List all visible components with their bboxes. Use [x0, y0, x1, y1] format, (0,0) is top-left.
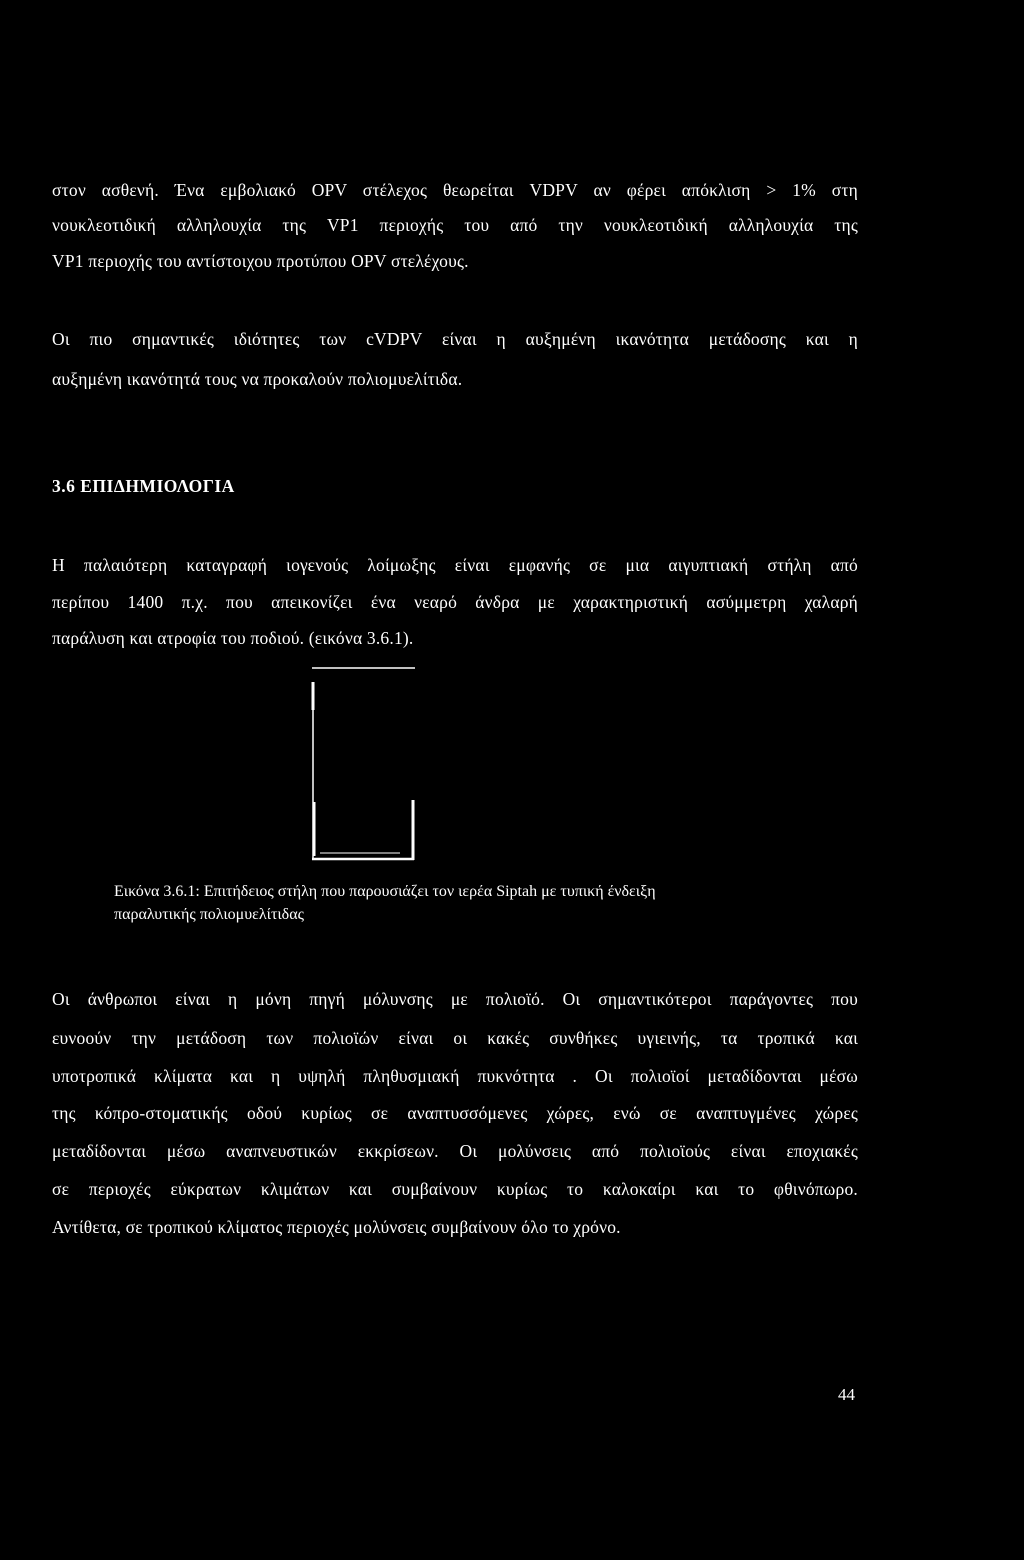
paragraph-line: Οι πιο σημαντικές ιδιότητες των cVDPV είναι η αυξημένη ικανότητα μετάδοσης και η: [52, 329, 858, 349]
paragraph-line: μεταδίδονται μέσω αναπνευστικών εκκρίσεων. Οι μολύνσεις από πολιοϊούς είναι εποχιακές: [52, 1141, 858, 1161]
caption-line: Εικόνα 3.6.1: Επιτήδειος στήλη που παρουσιάζει τον ιερέα Siptah με τυπική ένδειξη: [114, 883, 656, 900]
paragraph-line: υποτροπικά κλίματα και η υψηλή πληθυσμιακή πυκνότητα . Οι πολιοϊοί μεταδίδονται μέσω: [52, 1066, 858, 1086]
paragraph-line: παράλυση και ατροφία του ποδιού. (εικόνα 3.6.1).: [52, 628, 414, 648]
paragraph-line: VP1 περιοχής του αντίστοιχου προτύπου OPV στελέχους.: [52, 251, 469, 271]
paragraph-line: Η παλαιότερη καταγραφή ιογενούς λοίμωξης είναι εμφανής σε μια αιγυπτιακή στήλη από: [52, 555, 858, 575]
paragraph-line: της κόπρο-στοματικής οδού κυρίως σε αναπτυσσόμενες χώρες, ενώ σε αναπτυγμένες χώρες: [52, 1103, 858, 1123]
paragraph-line: ευνοούν την μετάδοση των πολιοϊών είναι οι κακές συνθήκες υγιεινής, τα τροπικά και: [52, 1028, 858, 1048]
section-heading: 3.6 ΕΠΙΔΗΜΙΟΛΟΓΙΑ: [52, 476, 235, 496]
stela-figure: [300, 660, 430, 870]
paragraph-line: περίπου 1400 π.χ. που απεικονίζει ένα νεαρό άνδρα με χαρακτηριστική ασύμμετρη χαλαρή: [52, 592, 858, 612]
paragraph-line: Οι άνθρωποι είναι η μόνη πηγή μόλυνσης με πολιοϊό. Οι σημαντικότεροι παράγοντες που: [52, 989, 858, 1009]
paragraph-line: νουκλεοτιδική αλληλουχία της VP1 περιοχής του από την νουκλεοτιδική αλληλουχία της: [52, 215, 858, 235]
paragraph-line: σε περιοχές εύκρατων κλιμάτων και συμβαίνουν κυρίως το καλοκαίρι και το φθινόπωρο.: [52, 1179, 858, 1199]
caption-line: παραλυτικής πολιομυελίτιδας: [114, 906, 304, 923]
paragraph-line: αυξημένη ικανότητά τους να προκαλούν πολιομυελίτιδα.: [52, 369, 463, 389]
stela-image: [300, 660, 430, 870]
paragraph-line: Αντίθετα, σε τροπικού κλίματος περιοχές μολύνσεις συμβαίνουν όλο το χρόνο.: [52, 1217, 621, 1237]
page-number: 44: [838, 1385, 855, 1404]
paragraph-line: στον ασθενή. Ένα εμβολιακό OPV στέλεχος θεωρείται VDPV αν φέρει απόκλιση > 1% στη: [52, 180, 858, 200]
